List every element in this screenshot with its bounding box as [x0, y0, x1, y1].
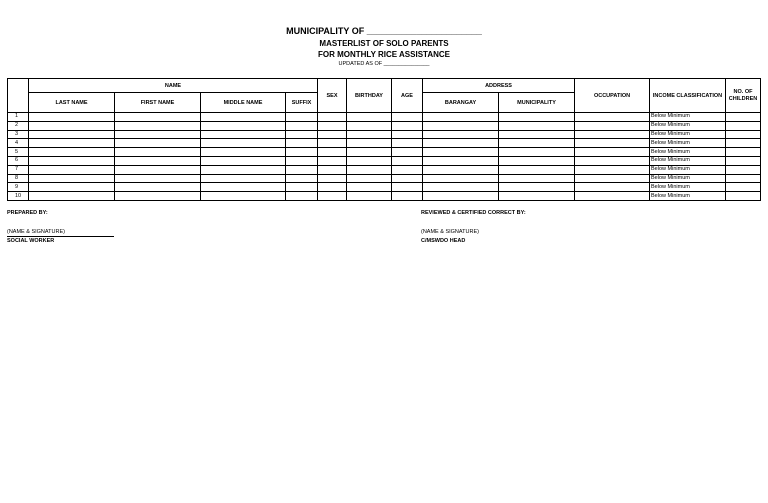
reviewed-role: C/MSWDO HEAD	[421, 238, 466, 244]
table-cell	[201, 183, 286, 192]
table-cell	[423, 113, 499, 122]
table-cell	[392, 174, 423, 183]
table-row	[8, 183, 761, 192]
table-cell	[318, 174, 347, 183]
table-row	[8, 174, 761, 183]
table-cell	[392, 139, 423, 148]
barangay-header: BARANGAY	[423, 93, 499, 113]
table-cell	[318, 139, 347, 148]
table-row	[8, 156, 761, 165]
table-cell	[347, 148, 392, 157]
table-cell	[575, 113, 650, 122]
table-cell	[115, 130, 201, 139]
table-cell	[318, 113, 347, 122]
row-number: 6	[8, 156, 29, 165]
table-cell	[201, 165, 286, 174]
table-row	[8, 130, 761, 139]
income-classification-cell: Below Minimum	[650, 148, 726, 157]
table-cell	[726, 165, 761, 174]
birthday-header: BIRTHDAY	[347, 79, 392, 113]
table-cell	[423, 148, 499, 157]
table-cell	[286, 192, 318, 201]
income-classification-cell: Below Minimum	[650, 174, 726, 183]
table-cell	[286, 113, 318, 122]
row-number: 2	[8, 121, 29, 130]
table-cell	[575, 165, 650, 174]
table-cell	[423, 165, 499, 174]
table-cell	[499, 174, 575, 183]
reviewed-by-label: REVIEWED & CERTIFIED CORRECT BY:	[421, 210, 526, 216]
municipality-header: MUNICIPALITY	[499, 93, 575, 113]
table-cell	[29, 165, 115, 174]
table-cell	[392, 148, 423, 157]
table-cell	[423, 183, 499, 192]
table-cell	[318, 183, 347, 192]
table-cell	[392, 121, 423, 130]
suffix-header: SUFFIX	[286, 93, 318, 113]
table-cell	[347, 165, 392, 174]
row-number: 4	[8, 139, 29, 148]
table-cell	[115, 165, 201, 174]
table-cell	[115, 156, 201, 165]
table-cell	[201, 192, 286, 201]
table-cell	[392, 113, 423, 122]
table-cell	[286, 148, 318, 157]
table-row	[8, 165, 761, 174]
table-cell	[115, 139, 201, 148]
table-cell	[115, 192, 201, 201]
table-cell	[115, 148, 201, 157]
table-cell	[318, 165, 347, 174]
table-cell	[726, 192, 761, 201]
prepared-signature-line	[7, 236, 114, 237]
prepared-by-label: PREPARED BY:	[7, 210, 48, 216]
age-header: AGE	[392, 79, 423, 113]
municipality-title: MUNICIPALITY OF _______________________	[286, 26, 482, 36]
masterlist-title: MASTERLIST OF SOLO PARENTS	[319, 39, 449, 48]
table-cell	[286, 165, 318, 174]
table-cell	[347, 130, 392, 139]
table-cell	[286, 156, 318, 165]
table-cell	[392, 165, 423, 174]
table-cell	[499, 183, 575, 192]
first-name-header: FIRST NAME	[115, 93, 201, 113]
table-cell	[29, 192, 115, 201]
table-cell	[726, 113, 761, 122]
table-cell	[575, 156, 650, 165]
table-cell	[29, 156, 115, 165]
table-cell	[726, 174, 761, 183]
income-classification-cell: Below Minimum	[650, 130, 726, 139]
table-cell	[318, 121, 347, 130]
table-cell	[29, 148, 115, 157]
masterlist-table	[7, 78, 761, 201]
table-cell	[423, 156, 499, 165]
income-classification-cell: Below Minimum	[650, 192, 726, 201]
row-number: 8	[8, 174, 29, 183]
table-cell	[575, 148, 650, 157]
table-row	[8, 192, 761, 201]
table-cell	[575, 121, 650, 130]
table-cell	[347, 192, 392, 201]
table-cell	[347, 121, 392, 130]
table-cell	[29, 130, 115, 139]
table-row	[8, 148, 761, 157]
table-cell	[29, 174, 115, 183]
table-cell	[347, 183, 392, 192]
table-row	[8, 113, 761, 122]
table-cell	[201, 174, 286, 183]
name-group-header: NAME	[29, 79, 318, 93]
table-cell	[726, 156, 761, 165]
table-cell	[423, 174, 499, 183]
table-cell	[318, 156, 347, 165]
income-classification-header: INCOME CLASSIFICATION	[650, 79, 726, 113]
prepared-signature-caption: (NAME & SIGNATURE)	[7, 229, 65, 235]
income-classification-cell: Below Minimum	[650, 113, 726, 122]
table-cell	[392, 130, 423, 139]
table-cell	[726, 183, 761, 192]
table-cell	[499, 148, 575, 157]
last-name-header: LAST NAME	[29, 93, 115, 113]
table-cell	[423, 130, 499, 139]
address-group-header: ADDRESS	[423, 79, 575, 93]
prepared-role: SOCIAL WORKER	[7, 238, 55, 244]
table-cell	[201, 156, 286, 165]
table-cell	[201, 130, 286, 139]
table-cell	[392, 192, 423, 201]
row-number: 10	[8, 192, 29, 201]
table-cell	[499, 113, 575, 122]
table-cell	[499, 156, 575, 165]
table-cell	[423, 139, 499, 148]
table-cell	[726, 121, 761, 130]
table-cell	[318, 148, 347, 157]
table-cell	[347, 174, 392, 183]
table-row	[8, 121, 761, 130]
table-cell	[392, 156, 423, 165]
row-number: 5	[8, 148, 29, 157]
table-cell	[499, 165, 575, 174]
row-number: 1	[8, 113, 29, 122]
table-cell	[201, 121, 286, 130]
table-cell	[286, 174, 318, 183]
table-cell	[499, 130, 575, 139]
table-cell	[29, 113, 115, 122]
table-cell	[115, 121, 201, 130]
table-cell	[201, 139, 286, 148]
table-cell	[286, 139, 318, 148]
row-number: 9	[8, 183, 29, 192]
children-header: NO. OF CHILDREN	[726, 79, 761, 113]
table-cell	[575, 174, 650, 183]
table-cell	[347, 139, 392, 148]
row-number: 3	[8, 130, 29, 139]
table-cell	[201, 113, 286, 122]
table-cell	[29, 121, 115, 130]
updated-as-of: UPDATED AS OF _______________	[338, 61, 430, 67]
reviewed-signature-caption: (NAME & SIGNATURE)	[421, 229, 479, 235]
row-number-header	[8, 79, 29, 113]
table-row	[8, 139, 761, 148]
table-cell	[115, 113, 201, 122]
table-cell	[575, 183, 650, 192]
table-cell	[115, 183, 201, 192]
table-cell	[318, 192, 347, 201]
table-cell	[575, 139, 650, 148]
table-cell	[347, 156, 392, 165]
table-cell	[575, 192, 650, 201]
table-cell	[29, 183, 115, 192]
table-cell	[499, 139, 575, 148]
table-cell	[423, 121, 499, 130]
assistance-title: FOR MONTHLY RICE ASSISTANCE	[317, 50, 450, 59]
table-cell	[29, 139, 115, 148]
table-cell	[115, 174, 201, 183]
table-cell	[575, 130, 650, 139]
income-classification-cell: Below Minimum	[650, 139, 726, 148]
table-cell	[286, 121, 318, 130]
income-classification-cell: Below Minimum	[650, 121, 726, 130]
table-cell	[347, 113, 392, 122]
occupation-header: OCCUPATION	[575, 79, 650, 113]
table-cell	[423, 192, 499, 201]
table-cell	[392, 183, 423, 192]
table-cell	[499, 192, 575, 201]
table-cell	[726, 130, 761, 139]
table-cell	[726, 148, 761, 157]
table-cell	[318, 130, 347, 139]
table-cell	[201, 148, 286, 157]
row-number: 7	[8, 165, 29, 174]
table-cell	[286, 183, 318, 192]
table-cell	[286, 130, 318, 139]
middle-name-header: MIDDLE NAME	[201, 93, 286, 113]
table-cell	[726, 139, 761, 148]
table-cell	[499, 121, 575, 130]
income-classification-cell: Below Minimum	[650, 156, 726, 165]
sex-header: SEX	[318, 79, 347, 113]
income-classification-cell: Below Minimum	[650, 183, 726, 192]
income-classification-cell: Below Minimum	[650, 165, 726, 174]
